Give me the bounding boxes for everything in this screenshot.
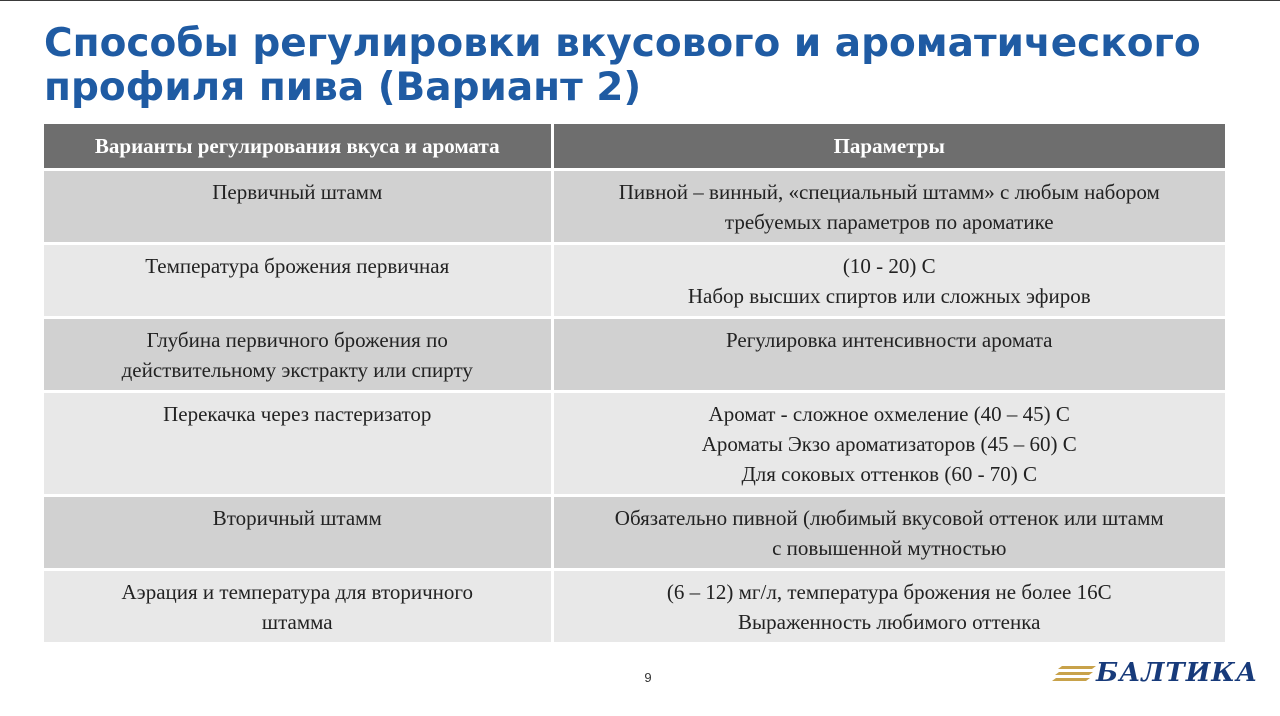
option-text: штамма [261,610,333,634]
slide-title [44,22,1244,110]
table-row [44,170,1225,244]
params-cell [552,570,1225,644]
option-text: Температура брожения первичная [145,254,450,278]
top-rule [0,0,1280,1]
slide-title-line-1: Способы регулировки вкусового и ароматического [44,21,1201,66]
option-cell [44,244,552,318]
option-text: Аэрация и температура для вторичного [121,580,473,604]
option-cell [44,570,552,644]
option-cell [44,392,552,496]
params-text: Ароматы Экзо ароматизаторов (45 – 60) С [701,432,1077,456]
slide-title-line-2: профиля пива (Вариант 2) [44,65,642,110]
params-text: Набор высших спиртов или сложных эфиров [687,284,1091,308]
header-parameters: Параметры [552,124,1225,170]
option-text: действительному экстракту или спирту [121,358,473,382]
regulation-table [44,124,1225,645]
baltika-logo [1052,656,1262,690]
option-text: Вторичный штамм [212,506,382,530]
table-row [44,570,1225,644]
option-cell [44,170,552,244]
table-row [44,318,1225,392]
table-row [44,392,1225,496]
params-text: Обязательно пивной (любимый вкусовой оттенок или штамм [614,506,1164,530]
option-cell [44,496,552,570]
brand-name: БАЛТИКА [1096,658,1259,688]
params-text: Регулировка интенсивности аромата [725,328,1053,352]
params-text: с повышенной мутностью [772,536,1007,560]
option-text: Глубина первичного брожения по [146,328,448,352]
table-row [44,244,1225,318]
header-options: Варианты регулирования вкуса и аромата [44,124,552,170]
params-cell [552,170,1225,244]
params-text: (6 – 12) мг/л, температура брожения не более 16С [666,580,1112,604]
params-text: Пивной – винный, «специальный штамм» с любым набором [618,180,1160,204]
params-text: требуемых параметров по ароматике [724,210,1054,234]
option-text: Перекачка через пастеризатор [163,402,432,426]
params-text: Аромат - сложное охмеление (40 – 45) С [708,402,1070,426]
option-text: Первичный штамм [212,180,383,204]
params-text: Для соковых оттенков (60 - 70) С [741,462,1038,486]
params-cell [552,392,1225,496]
page-number: 9 [644,670,652,685]
params-cell [552,318,1225,392]
params-text: Выраженность любимого оттенка [738,610,1041,634]
params-cell [552,244,1225,318]
table-row [44,496,1225,570]
baltika-wings-icon [1052,662,1098,686]
table-header-row [44,124,1225,170]
option-cell [44,318,552,392]
params-text: (10 - 20) С [842,254,936,278]
params-cell [552,496,1225,570]
